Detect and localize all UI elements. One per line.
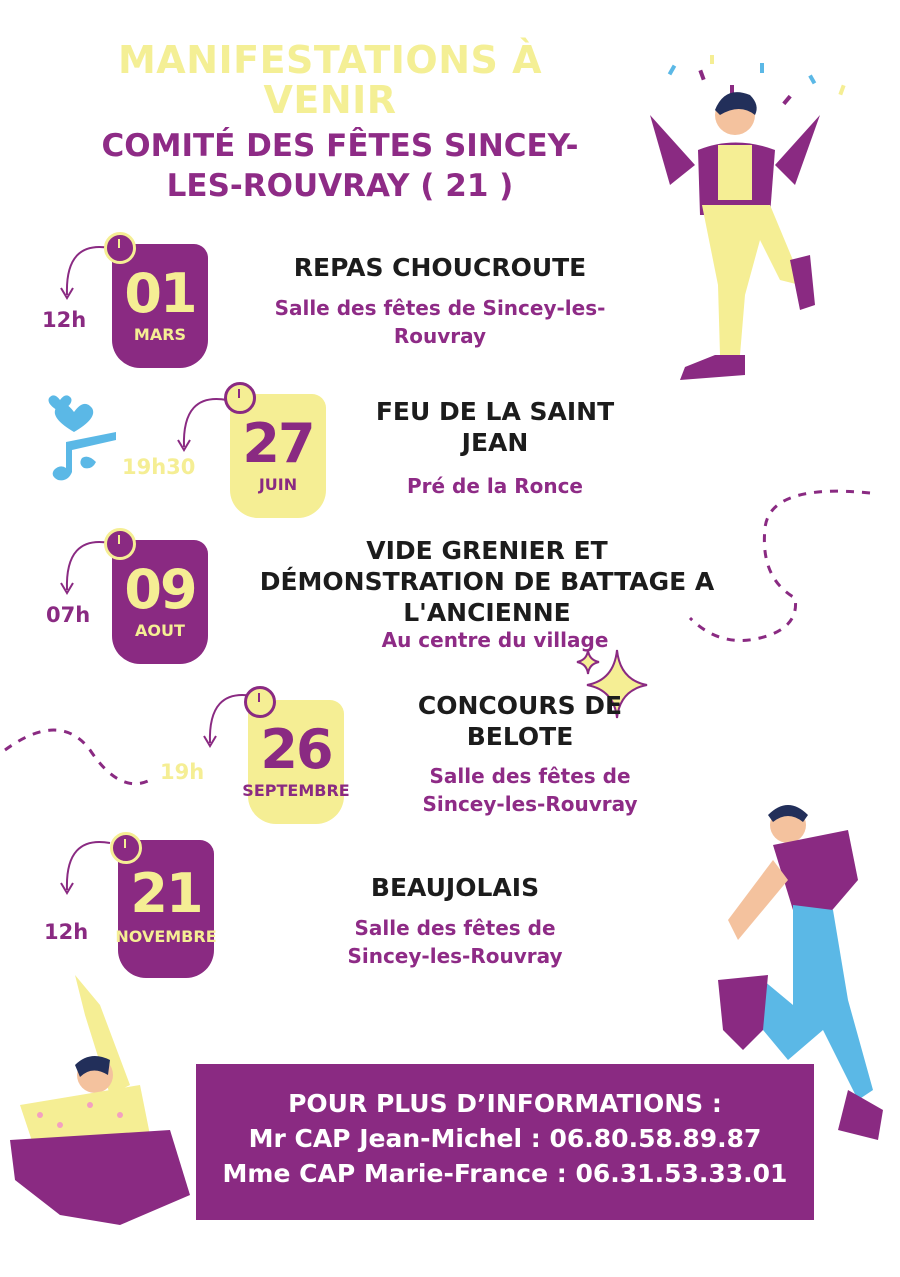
- event-5-place-line-1: Salle des fêtes de: [354, 916, 556, 940]
- event-5-month: NOVEMBRE: [115, 927, 217, 946]
- time-arrow-5: [55, 835, 115, 905]
- event-3-time: 07h: [46, 603, 91, 627]
- event-2-month: JUIN: [258, 475, 298, 494]
- dancer-left-illustration: [0, 965, 210, 1255]
- event-2-title-line-2: JEAN: [461, 428, 529, 457]
- event-2-day: 27: [242, 412, 314, 475]
- event-5-title-line-1: BEAUJOLAIS: [370, 873, 540, 902]
- event-4-month: SEPTEMBRE: [242, 781, 350, 800]
- event-3-day: 09: [124, 558, 196, 621]
- event-5-place: [320, 914, 590, 970]
- event-1-day: 01: [124, 262, 196, 325]
- alarm-clock-icon: [104, 528, 136, 560]
- event-3-title-line-2: DÉMONSTRATION DE BATTAGE A: [259, 567, 715, 596]
- page-subtitle-line-2: LES-ROUVRAY ( 21 ): [166, 168, 514, 204]
- event-2-place-line-1: Pré de la Ronce: [406, 474, 583, 498]
- event-4-title: [380, 690, 660, 752]
- event-5-day: 21: [130, 862, 202, 925]
- alarm-clock-icon: [224, 382, 256, 414]
- music-notes-icon: [36, 392, 128, 488]
- event-4-calendar: [242, 700, 350, 824]
- event-1-title-line-1: REPAS CHOUCROUTE: [293, 253, 587, 282]
- event-4-day: 26: [260, 718, 332, 781]
- event-4-place: [390, 762, 670, 818]
- event-3-place: [330, 626, 660, 654]
- event-1-place: [230, 294, 650, 350]
- event-2-place: [340, 472, 650, 500]
- event-4-time: 19h: [160, 760, 205, 784]
- page-subtitle-line-1: COMITÉ DES FÊTES SINCEY-: [101, 128, 579, 164]
- event-4-place-line-1: Salle des fêtes de: [429, 764, 631, 788]
- event-2-title: [340, 396, 650, 458]
- event-1-place-line-1: Salle des fêtes de Sincey-les-: [274, 296, 606, 320]
- event-5-place-line-2: Sincey-les-Rouvray: [347, 944, 563, 968]
- contact-heading: POUR PLUS D’INFORMATIONS :: [288, 1089, 722, 1118]
- event-3-month: AOUT: [135, 621, 185, 640]
- event-3-title: [212, 535, 762, 628]
- event-2-time: 19h30: [122, 455, 196, 479]
- event-3-title-line-1: VIDE GRENIER ET: [366, 536, 608, 565]
- event-1-title: [230, 252, 650, 283]
- event-4-title-line-1: CONCOURS DE: [417, 691, 623, 720]
- event-2-title-line-1: FEU DE LA SAINT: [375, 397, 615, 426]
- event-5-title: [320, 872, 590, 903]
- contact-line-1: Mr CAP Jean-Michel : 06.80.58.89.87: [248, 1124, 762, 1153]
- event-4-title-line-2: BELOTE: [466, 722, 574, 751]
- event-3-title-line-3: L'ANCIENNE: [403, 598, 571, 627]
- alarm-clock-icon: [110, 832, 142, 864]
- event-1-place-line-2: Rouvray: [393, 324, 487, 348]
- event-3-place-line-1: Au centre du village: [381, 628, 609, 652]
- event-4-place-line-2: Sincey-les-Rouvray: [422, 792, 638, 816]
- page-title-line-1: MANIFESTATIONS À: [117, 38, 543, 82]
- contact-line-2: Mme CAP Marie-France : 06.31.53.33.01: [222, 1159, 788, 1188]
- page-subtitle: [50, 126, 630, 206]
- dashed-line-decoration: [0, 710, 160, 800]
- alarm-clock-icon: [244, 686, 276, 718]
- page-title-line-2: VENIR: [263, 78, 397, 122]
- contact-info-box: [196, 1064, 814, 1220]
- alarm-clock-icon: [104, 232, 136, 264]
- event-1-time: 12h: [42, 308, 87, 332]
- time-arrow-2: [172, 392, 232, 462]
- page-title: [60, 40, 600, 120]
- event-5-time: 12h: [44, 920, 89, 944]
- event-1-month: MARS: [133, 325, 187, 344]
